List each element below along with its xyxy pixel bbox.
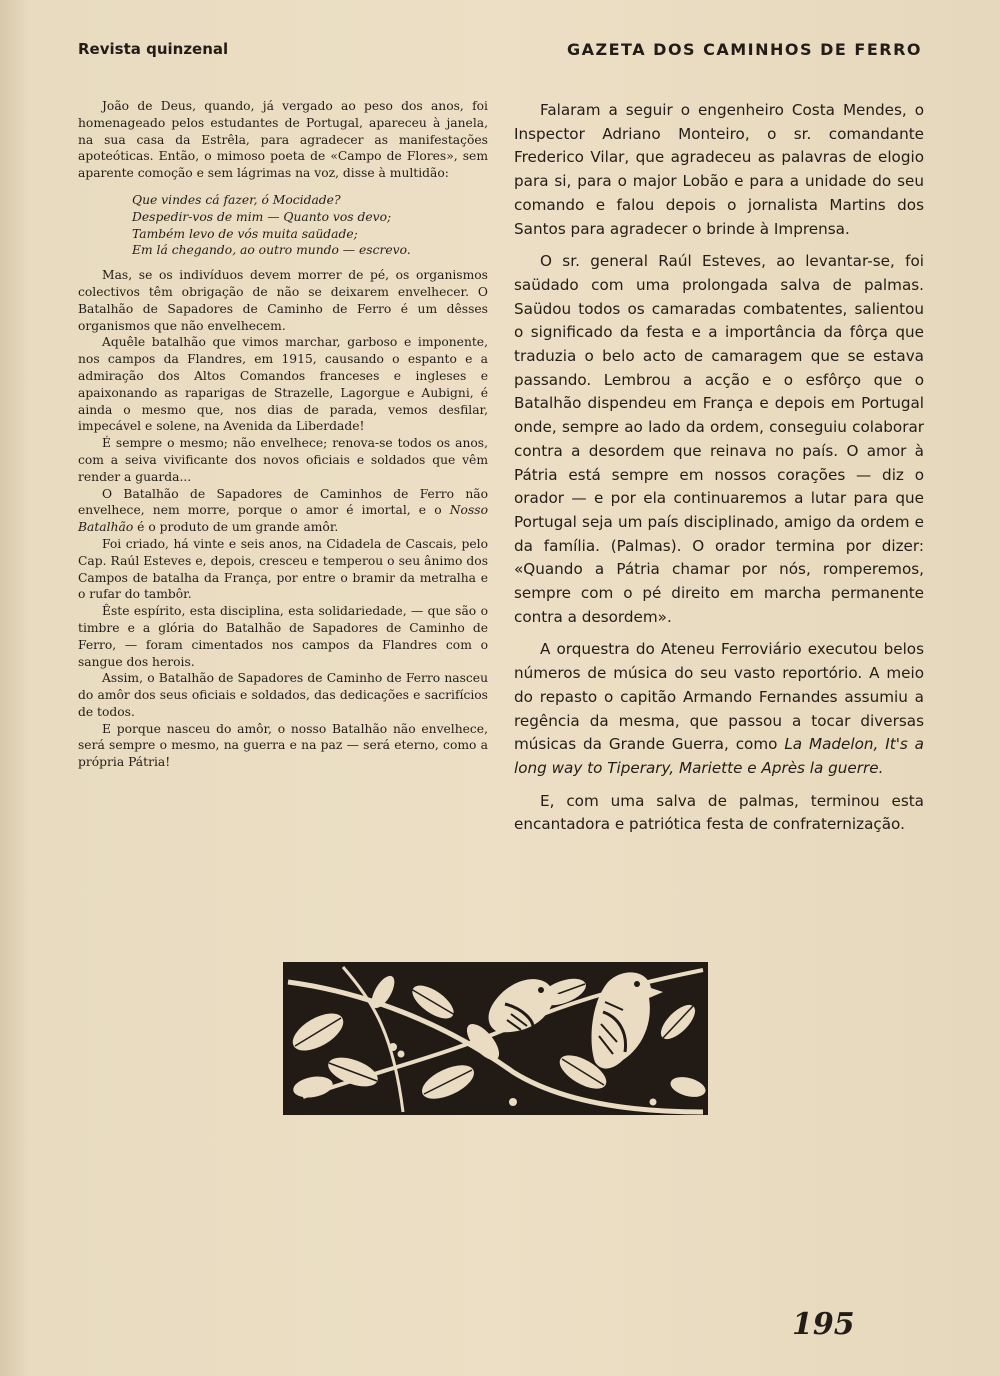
- paragraph: E, com uma salva de palmas, terminou esta encantadora e patriótica festa de confraternização.: [514, 791, 924, 834]
- right-column: [514, 99, 924, 846]
- header-left: Revista quinzenal: [78, 40, 229, 58]
- verse-line: Em lá chegando, ao outro mundo — escrevo.: [132, 243, 411, 258]
- left-column: [78, 98, 488, 771]
- paragraph: O sr. general Raúl Esteves, ao levantar-se, foi saüdado com uma prolongada salva de palmas. Saüdou todos os camaradas combatentes, salientou o significado da festa e a importância da fôrça que traduzia o belo acto de camaragem que se estava passando. Lembrou a acção e o esfôrço que o Batalhão dispendeu em França e depois em Portugal onde, sempre ao lado da ordem, conseguiu colaborar contra a desordem que reinava no país. O amor à Pátria está sempre em nossos corações — diz o orador — e por ela continuaremos a lutar para que Portugal seja um país disciplinado, amigo da ordem e da família. (Palmas). O orador termina por dizer: «Quando a Pátria chamar por nós, romperemos, sempre com o pé direito em marcha permanente contra a desordem».: [514, 252, 924, 626]
- poem-verse: [132, 192, 488, 259]
- italic-text: Nosso Batalhão: [78, 503, 488, 535]
- verse-line: Despedir-vos de mim — Quanto vos devo;: [132, 209, 392, 224]
- paragraph: Foi criado, há vinte e seis anos, na Cidadela de Cascais, pelo Cap. Raúl Esteves e, depois, cresceu e temperou o seu ânimo dos Campos de batalha da França, por entre o bramir da metralha e o rufar do tambôr.: [78, 536, 488, 602]
- text-run: é o produto de um grande amôr.: [133, 520, 339, 535]
- header-title: GAZETA DOS CAMINHOS DE FERRO: [566, 40, 922, 59]
- paragraph: É sempre o mesmo; não envelhece; renova-se todos os anos, com a seiva vivificante dos novos oficiais e soldados que vêm render a guarda...: [78, 436, 488, 484]
- paragraph: Mas, se os indivíduos devem morrer de pé, os organismos colectivos têm obrigação de não se deixarem envelhecer. O Batalhão de Sapadores de Caminho de Ferro é um dêsses organismos que não envelhecem.: [78, 268, 488, 333]
- text-run: A orquestra do Ateneu Ferroviário executou belos números de música do seu vasto reportório. A meio do repasto o capitão Armando Fernandes assumiu a regência da mesma, que passou a tocar diversas músicas da Grande Guerra, como: [514, 640, 924, 754]
- paragraph: [514, 638, 924, 780]
- paragraph: Assim, o Batalhão de Sapadores de Caminho de Ferro nasceu do amôr dos seus oficiais e soldados, das dedicações e sacrifícios de todos.: [78, 671, 488, 719]
- birds-woodcut-vignette: [283, 962, 708, 1115]
- paragraph: Êste espírito, esta disciplina, esta solidariedade, — que são o timbre e a glória do Batalhão de Sapadores de Caminho de Ferro, — foram cimentados nos campos da Flandres com o sangue dos herois.: [78, 604, 488, 669]
- text-run: O Batalhão de Sapadores de Caminhos de Ferro não envelhece, nem morre, porque o amor é imortal, e o: [78, 486, 488, 518]
- paragraph: E porque nasceu do amôr, o nosso Batalhão não envelhece, será sempre o mesmo, na guerra e na paz — será eterno, como a própria Pátria!: [78, 721, 488, 770]
- paragraph: Falaram a seguir o engenheiro Costa Mendes, o Inspector Adriano Monteiro, o sr. comandante Frederico Vilar, que agradeceu as palavras de elogio para si, para o major Lobão e para a unidade do seu comando e falou depois o jornalista Martins dos Santos para agradecer o brinde à Imprensa.: [514, 101, 924, 238]
- paragraph: [78, 486, 488, 536]
- paragraph: João de Deus, quando, já vergado ao peso dos anos, foi homenageado pelos estudantes de Portugal, apareceu à janela, na sua casa da Estrêla, para agradecer as manifestações apoteóticas. Então, o mimoso poeta de «Campo de Flores», sem aparente comoção e sem lágrimas na voz, disse à multidão:: [78, 99, 488, 181]
- paragraph: Aquêle batalhão que vimos marchar, garboso e imponente, nos campos da Flandres, em 1915, causando o espanto e a admiração dos Altos Comandos franceses e ingleses e apaixonando as raparigas de Strazelle, Lagorgue e Aubigni, é ainda o mesmo que, nos dias de parada, vemos desfilar, impecável e solene, na Avenida da Liberdade!: [78, 335, 488, 434]
- italic-text: La Madelon, It's a long way to Tiperary, Mariette e Après la guerre.: [514, 735, 924, 777]
- verse-line: Que vindes cá fazer, ó Mocidade?: [132, 192, 341, 207]
- verse-line: Também levo de vós muita saüdade;: [132, 226, 358, 241]
- page-number: 195: [792, 1307, 855, 1342]
